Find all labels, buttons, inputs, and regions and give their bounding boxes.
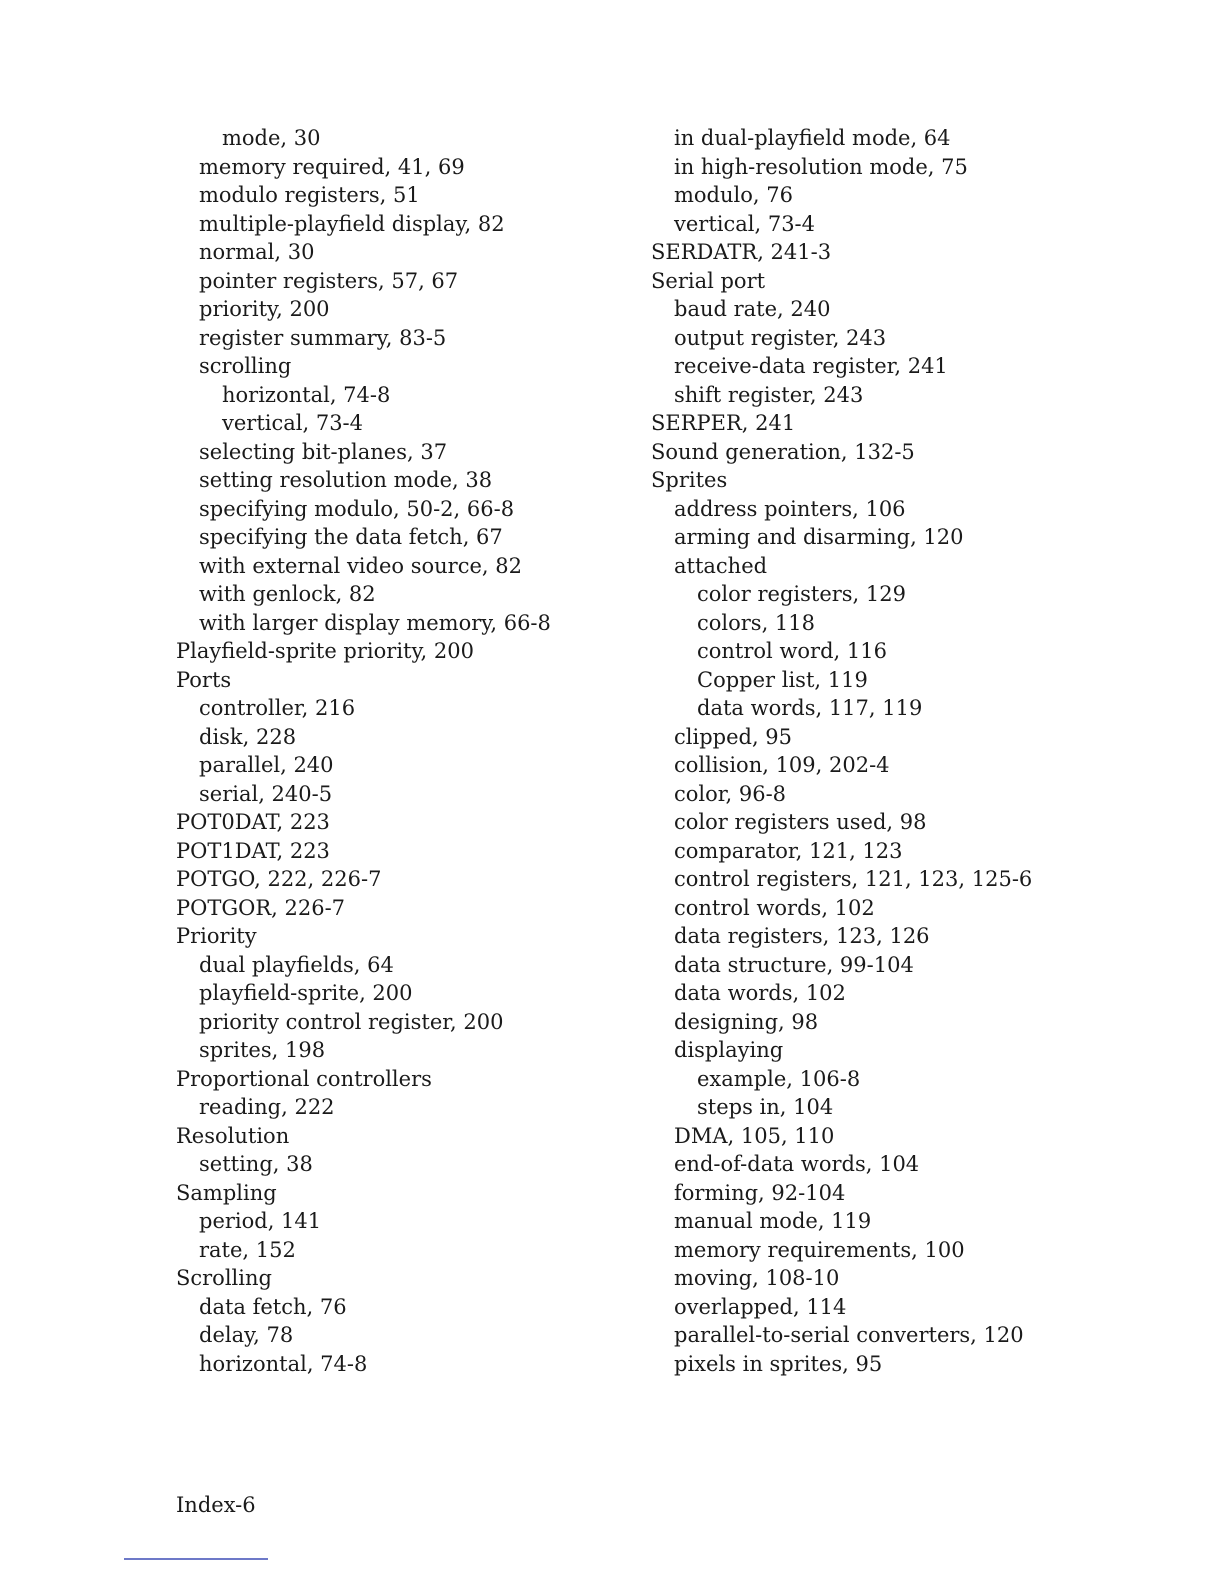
index-entry: register summary, 83-5: [199, 325, 447, 350]
index-entry: vertical, 73-4: [674, 211, 816, 236]
index-entry: shift register, 243: [674, 382, 864, 407]
index-entry: address pointers, 106: [674, 496, 906, 521]
index-entry: POTGOR, 226-7: [176, 895, 346, 920]
index-entry: modulo registers, 51: [199, 183, 420, 207]
index-entry: setting resolution mode, 38: [199, 468, 493, 492]
index-entry: designing, 98: [674, 1009, 819, 1034]
index-entry: manual mode, 119: [674, 1209, 872, 1233]
index-entry: data fetch, 76: [199, 1294, 347, 1319]
index-entry: POTGO, 222, 226-7: [176, 867, 382, 891]
index-entry: end-of-data words, 104: [674, 1152, 920, 1176]
index-entry: playfield-sprite, 200: [199, 981, 413, 1005]
index-entry: Scrolling: [176, 1266, 272, 1290]
index-column-left: [176, 124, 551, 1378]
index-entry: steps in, 104: [697, 1095, 834, 1119]
index-entry: data structure, 99-104: [674, 952, 914, 977]
index-entry: with external video source, 82: [199, 553, 522, 578]
index-entry: Ports: [176, 667, 232, 692]
index-entry: Sound generation, 132-5: [651, 439, 915, 464]
index-entry: horizontal, 74-8: [199, 1351, 368, 1376]
index-entry: SERPER, 241: [651, 411, 796, 435]
index-entry: forming, 92-104: [674, 1180, 846, 1205]
index-entry: output register, 243: [674, 325, 887, 350]
index-entry: delay, 78: [199, 1323, 294, 1347]
index-entry: normal, 30: [199, 240, 315, 264]
index-entry: overlapped, 114: [674, 1294, 847, 1319]
footer-rule: [124, 1558, 268, 1560]
index-entry: baud rate, 240: [674, 297, 831, 321]
index-entry: reading, 222: [199, 1095, 335, 1119]
index-entry: POT1DAT, 223: [176, 838, 330, 863]
index-entry: modulo, 76: [674, 183, 793, 207]
index-entry: color registers used, 98: [674, 810, 927, 834]
index-entry: with genlock, 82: [199, 582, 376, 606]
index-entry: disk, 228: [199, 724, 297, 749]
index-entry: Playfield-sprite priority, 200: [176, 639, 474, 663]
index-entry: period, 141: [199, 1209, 322, 1233]
index-entry: example, 106-8: [697, 1066, 861, 1091]
index-entry: Resolution: [176, 1123, 290, 1148]
index-entry: mode, 30: [222, 126, 321, 150]
index-entry: parallel, 240: [199, 753, 334, 777]
index-entry: color, 96-8: [674, 781, 787, 806]
index-entry: horizontal, 74-8: [222, 382, 391, 407]
index-entry: Copper list, 119: [697, 667, 868, 692]
index-entry: Proportional controllers: [176, 1066, 432, 1091]
index-entry: clipped, 95: [674, 724, 793, 749]
index-entry: priority, 200: [199, 297, 330, 321]
index-entry: selecting bit-planes, 37: [199, 439, 448, 464]
index-entry: DMA, 105, 110: [674, 1123, 835, 1148]
index-entry: multiple-playfield display, 82: [199, 211, 505, 236]
page-number: Index-6: [176, 1493, 256, 1517]
index-entry: pixels in sprites, 95: [674, 1351, 883, 1376]
index-entry: vertical, 73-4: [222, 411, 364, 435]
index-entry: data words, 117, 119: [697, 696, 923, 720]
index-entry: collision, 109, 202-4: [674, 753, 890, 777]
index-entry: pointer registers, 57, 67: [199, 268, 459, 293]
index-entry: parallel-to-serial converters, 120: [674, 1323, 1024, 1347]
index-entry: priority control register, 200: [199, 1009, 504, 1034]
index-entry: with larger display memory, 66-8: [199, 610, 551, 635]
index-entry: control word, 116: [697, 639, 887, 663]
index-entry: in high-resolution mode, 75: [674, 154, 968, 179]
index-entry: specifying the data fetch, 67: [199, 525, 503, 549]
index-entry: data registers, 123, 126: [674, 924, 930, 948]
index-entry: displaying: [674, 1038, 784, 1062]
index-entry: attached: [674, 553, 768, 578]
index-entry: memory requirements, 100: [674, 1237, 965, 1262]
index-entry: serial, 240-5: [199, 781, 333, 806]
index-entry: SERDATR, 241-3: [651, 240, 832, 264]
index-entry: Priority: [176, 924, 257, 948]
index-entry: sprites, 198: [199, 1038, 326, 1062]
index-column-right: [651, 124, 1032, 1378]
index-entry: dual playfields, 64: [199, 952, 394, 977]
index-entry: data words, 102: [674, 981, 846, 1005]
index-entry: receive-data register, 241: [674, 354, 948, 378]
index-entry: setting, 38: [199, 1152, 313, 1176]
index-entry: moving, 108-10: [674, 1266, 840, 1290]
index-entry: specifying modulo, 50-2, 66-8: [199, 496, 515, 521]
index-entry: rate, 152: [199, 1237, 296, 1262]
index-entry: color registers, 129: [697, 582, 906, 606]
index-entry: controller, 216: [199, 696, 356, 720]
index-entry: POT0DAT, 223: [176, 810, 330, 834]
index-entry: Serial port: [651, 268, 766, 293]
index-entry: comparator, 121, 123: [674, 838, 903, 863]
index-entry: Sampling: [176, 1180, 277, 1205]
index-entry: in dual-playfield mode, 64: [674, 126, 951, 150]
index-entry: colors, 118: [697, 610, 816, 635]
index-entry: control registers, 121, 123, 125-6: [674, 867, 1033, 891]
index-entry: scrolling: [199, 354, 292, 378]
index-entry: Sprites: [651, 468, 728, 492]
index-entry: arming and disarming, 120: [674, 525, 964, 549]
index-entry: control words, 102: [674, 895, 875, 920]
index-entry: memory required, 41, 69: [199, 154, 465, 179]
